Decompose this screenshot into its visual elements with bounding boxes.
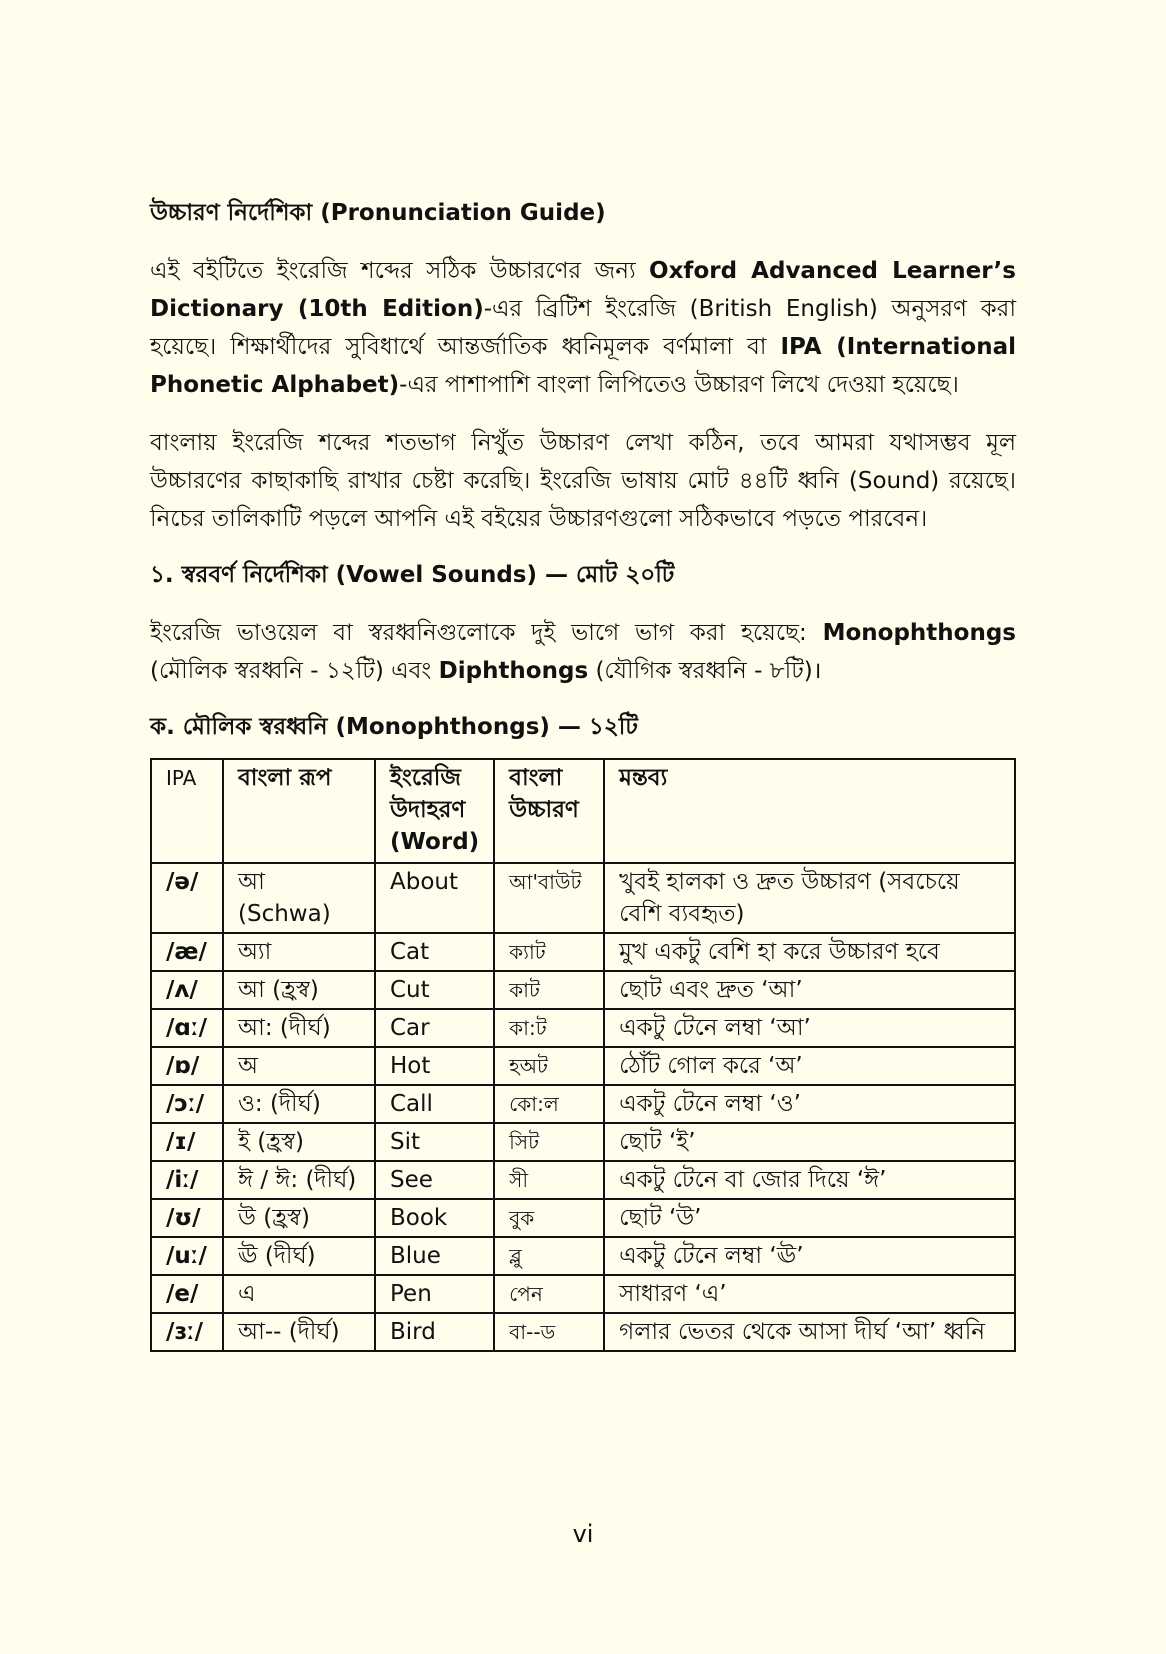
remark: গলার ভেতর থেকে আসা দীর্ঘ ‘আ’ ধ্বনি [604,1313,1015,1351]
remark: ছোট ‘উ’ [604,1199,1015,1237]
english-word: Blue [375,1237,494,1275]
ipa-symbol: /ə/ [151,863,223,933]
ipa-symbol: /ɑː/ [151,1009,223,1047]
bangla-form: এ [223,1275,375,1313]
english-word: Cat [375,933,494,971]
bangla-pronunciation: কাট [494,971,604,1009]
bangla-form: আ-- (দীর্ঘ) [223,1313,375,1351]
header-remark: মন্তব্য [604,759,1015,863]
bangla-pronunciation: ব্লু [494,1237,604,1275]
bangla-form: আ (হ্রস্ব) [223,971,375,1009]
english-word: See [375,1161,494,1199]
english-word: Pen [375,1275,494,1313]
bangla-pronunciation: পেন [494,1275,604,1313]
section-heading-vowels: ১. স্বরবর্ণ নির্দেশিকা (Vowel Sounds) — মোট ২০টি [150,562,675,588]
bangla-pronunciation: ক্যাট [494,933,604,971]
bangla-form: আ: (দীর্ঘ) [223,1009,375,1047]
header-ipa: IPA [151,759,223,863]
vowel-p-text-3: (যৌগিক স্বরধ্বনি - ৮টি)। [588,658,822,684]
remark: সাধারণ ‘এ’ [604,1275,1015,1313]
header-bangla-pronunciation: বাংলা উচ্চারণ [494,759,604,863]
remark: একটু টেনে লম্বা ‘ঊ’ [604,1237,1015,1275]
ipa-symbol: /æ/ [151,933,223,971]
ipa-symbol: /ɔː/ [151,1085,223,1123]
english-word: Bird [375,1313,494,1351]
english-word: Book [375,1199,494,1237]
bangla-form: অ [223,1047,375,1085]
ipa-symbol: /iː/ [151,1161,223,1199]
monophthongs-table [150,758,1016,1352]
english-word: Cut [375,971,494,1009]
table-header-row [151,759,1015,863]
ipa-symbol: /ɪ/ [151,1123,223,1161]
bangla-pronunciation: কা:ট [494,1009,604,1047]
bangla-pronunciation: হঅট [494,1047,604,1085]
table-row [151,1199,1015,1237]
bangla-form: ই (হ্রস্ব) [223,1123,375,1161]
header-english-example: ইংরেজি উদাহরণ (Word) [375,759,494,863]
remark: ছোট এবং দ্রুত ‘আ’ [604,971,1015,1009]
bangla-form: অ্যা [223,933,375,971]
english-word: About [375,863,494,933]
intro-p1-text-2: -এর ব্রিটিশ ইংরেজি (British English) অনুসরণ করা হয়েছে। শিক্ষার্থীদের সুবিধার্থে আন্তর্জাতিক ধ্বনিমূলক বর্ণমালা বা [150,296,1017,360]
bangla-form: আ (Schwa) [223,863,375,933]
table-row [151,1313,1015,1351]
ipa-symbol: /ɒ/ [151,1047,223,1085]
table-row [151,1161,1015,1199]
vowel-p-text-2: (মৌলিক স্বরধ্বনি - ১২টি) এবং [150,658,439,684]
header-bangla-form: বাংলা রূপ [223,759,375,863]
table-row [151,1275,1015,1313]
intro-paragraph-2: বাংলায় ইংরেজি শব্দের শতভাগ নিখুঁত উচ্চারণ লেখা কঠিন, তবে আমরা যথাসম্ভব মূল উচ্চারণের কাছাকাছি রাখার চেষ্টা করেছি। ইংরেজি ভাষায় মোট ৪৪টি ধ্বনি (Sound) রয়েছে। নিচের তালিকাটি পড়লে আপনি এই বইয়ের উচ্চারণগুলো সঠিকভাবে পড়তে পারবেন। [150,430,1016,532]
intro-p1-bold-ipa: IPA (International Phonetic Alphabet) [150,334,1017,398]
table-row [151,1237,1015,1275]
bangla-pronunciation: সী [494,1161,604,1199]
bangla-pronunciation: সিট [494,1123,604,1161]
ipa-symbol: /ɜː/ [151,1313,223,1351]
vowel-p-bold-diphthongs: Diphthongs [438,658,589,684]
vowel-p-text-1: ইংরেজি ভাওয়েল বা স্বরধ্বনিগুলোকে দুই ভাগে ভাগ করা হয়েছে: [150,620,823,646]
ipa-symbol: /ʊ/ [151,1199,223,1237]
intro-paragraph-1 [150,252,1016,404]
english-word: Hot [375,1047,494,1085]
remark: একটু টেনে লম্বা ‘আ’ [604,1009,1015,1047]
table-row [151,863,1015,933]
intro-p1-bold-dictionary: Oxford Advanced Learner’s Dictionary (10th Edition) [150,258,1016,322]
bangla-pronunciation: বা--ড [494,1313,604,1351]
bangla-pronunciation: আ'বাউট [494,863,604,933]
table-row [151,1047,1015,1085]
ipa-symbol: /uː/ [151,1237,223,1275]
bangla-form: উ (হ্রস্ব) [223,1199,375,1237]
page-content [150,196,1016,1352]
remark: ছোট ‘ই’ [604,1123,1015,1161]
remark: একটু টেনে লম্বা ‘ও’ [604,1085,1015,1123]
ipa-symbol: /e/ [151,1275,223,1313]
bangla-form: ও: (দীর্ঘ) [223,1085,375,1123]
bangla-pronunciation: কো:ল [494,1085,604,1123]
english-word: Sit [375,1123,494,1161]
table-row [151,933,1015,971]
remark: ঠোঁট গোল করে ‘অ’ [604,1047,1015,1085]
remark: খুবই হালকা ও দ্রুত উচ্চারণ (সবচেয়ে বেশি ব্যবহৃত) [604,863,1015,933]
remark: মুখ একটু বেশি হা করে উচ্চারণ হবে [604,933,1015,971]
table-row [151,971,1015,1009]
ipa-symbol: /ʌ/ [151,971,223,1009]
table-row [151,1123,1015,1161]
section-heading-monophthongs: ক. মৌলিক স্বরধ্বনি (Monophthongs) — ১২টি [150,714,638,740]
bangla-form: ঈ / ঈ: (দীর্ঘ) [223,1161,375,1199]
vowel-paragraph [150,614,1016,690]
page-number: vi [572,1520,594,1548]
bangla-pronunciation: বুক [494,1199,604,1237]
table-row [151,1085,1015,1123]
intro-p1-text-3: -এর পাশাপাশি বাংলা লিপিতেও উচ্চারণ লিখে দেওয়া হয়েছে। [399,372,959,398]
section-heading-pronunciation-guide: উচ্চারণ নির্দেশিকা (Pronunciation Guide) [150,200,606,226]
english-word: Car [375,1009,494,1047]
table-row [151,1009,1015,1047]
english-word: Call [375,1085,494,1123]
vowel-p-bold-monophthongs: Monophthongs [822,620,1016,646]
remark: একটু টেনে বা জোর দিয়ে ‘ঈ’ [604,1161,1015,1199]
bangla-form: ঊ (দীর্ঘ) [223,1237,375,1275]
intro-p1-text-1: এই বইটিতে ইংরেজি শব্দের সঠিক উচ্চারণের জন্য [150,258,650,284]
